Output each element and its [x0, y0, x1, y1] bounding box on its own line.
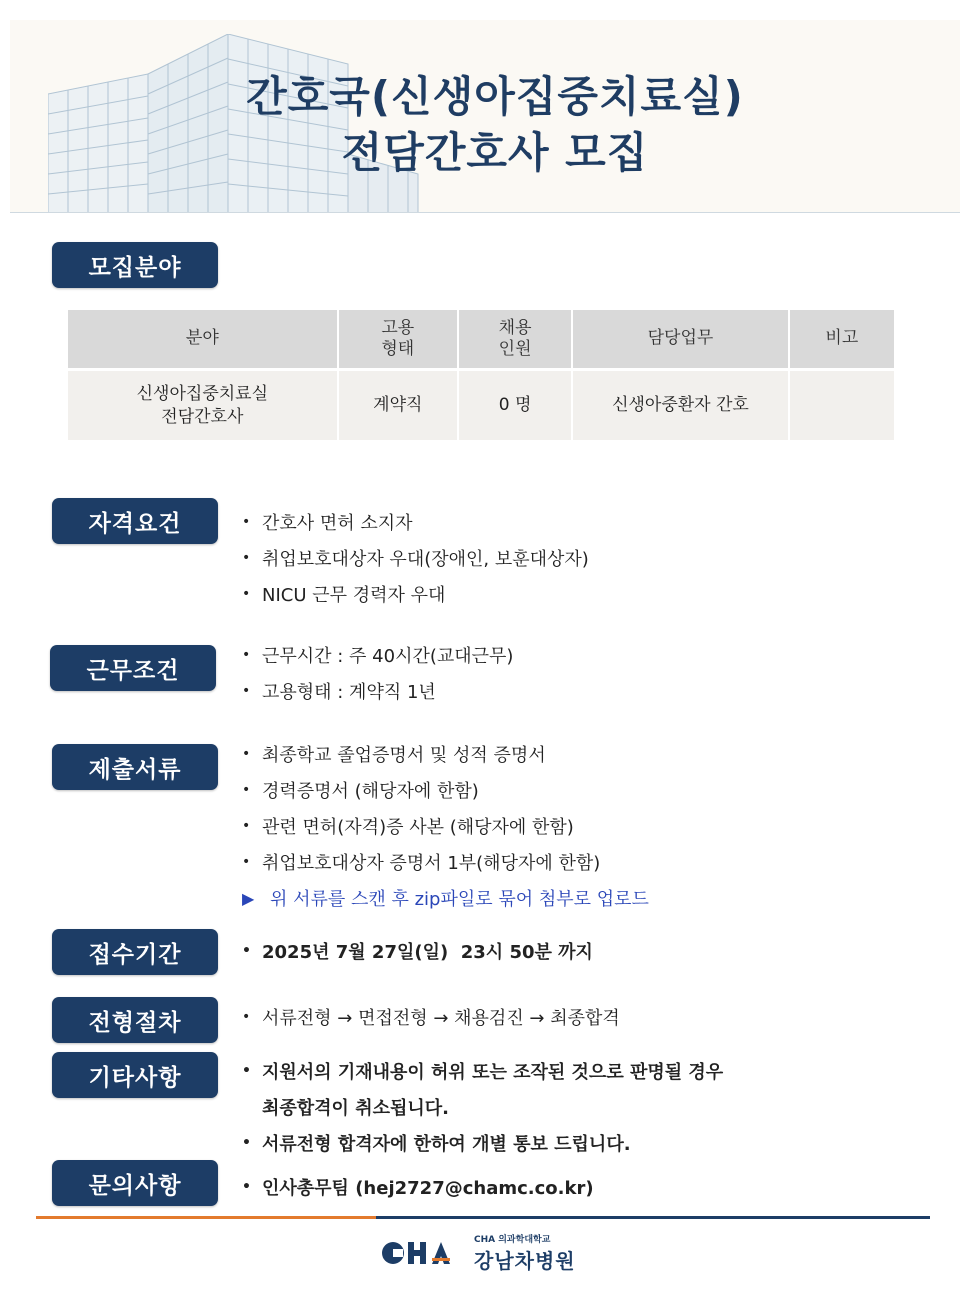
- recruitment-poster: [10, 20, 960, 1298]
- section-badge-documents: 제출서류: [52, 744, 218, 790]
- page-title-line-2: 전담간호사 모집: [341, 128, 649, 177]
- etc-list: [242, 1053, 723, 1161]
- list-item-text: 관련 면허(자격)증 사본 (해당자에 한함): [262, 817, 574, 838]
- list-item-text: 경력증명서 (해당자에 한함): [262, 781, 479, 802]
- list-item-text: 근무시간 : 주 40시간(교대근무): [262, 646, 514, 667]
- section-badge-qualification: 자격요건: [52, 498, 218, 544]
- table-header-headcount: 채용 인원: [459, 310, 571, 368]
- bullet-icon: •: [242, 782, 251, 798]
- bullet-icon: •: [242, 683, 251, 699]
- table-header-row: [68, 310, 894, 368]
- list-item-text: 고용형태 : 계약직 1년: [262, 682, 436, 703]
- section-badge-process: 전형절차: [52, 997, 218, 1043]
- bullet-icon: •: [242, 550, 251, 566]
- list-item-text: 간호사 면허 소지자: [262, 513, 413, 534]
- hospital-logo: [380, 1232, 576, 1274]
- list-item-text: 취업보호대상자 우대(장애인, 보훈대상자): [262, 549, 589, 570]
- list-item: [242, 540, 589, 576]
- list-item: [242, 844, 649, 880]
- documents-upload-note: [242, 880, 649, 916]
- bullet-icon: •: [242, 818, 251, 834]
- bullet-icon: •: [242, 1063, 251, 1079]
- cha-logo-mark: [380, 1238, 456, 1268]
- bullet-icon: •: [242, 647, 251, 663]
- list-item-text: 취업보호대상자 증명서 1부(해당자에 한함): [262, 853, 601, 874]
- bullet-icon: •: [242, 1009, 251, 1025]
- table-cell-duties: 신생아중환자 간호: [573, 368, 788, 440]
- list-item: [242, 637, 513, 673]
- bullet-icon: •: [242, 586, 251, 602]
- list-item: [242, 504, 589, 540]
- table-cell-remarks: [790, 368, 894, 440]
- section-badge-contact: 문의사항: [52, 1160, 218, 1206]
- list-item: [242, 1169, 594, 1205]
- page-title-line-1: 간호국(신생아집중치료실): [246, 72, 744, 121]
- work-conditions-list: [242, 637, 513, 709]
- triangle-right-icon: ▶: [242, 888, 255, 908]
- process-list: [242, 999, 620, 1035]
- list-item-text: 지원서의 기재내용이 허위 또는 조작된 것으로 판명될 경우: [262, 1062, 724, 1083]
- table-row: [68, 368, 894, 440]
- bullet-icon: •: [242, 943, 251, 959]
- documents-list: [242, 736, 649, 916]
- logo-subtitle: CHA 의과학대학교: [474, 1235, 551, 1245]
- list-item-text: 최종학교 졸업증명서 및 성적 증명서: [262, 745, 546, 766]
- bullet-icon: •: [242, 1179, 251, 1195]
- table-header-remarks: 비고: [790, 310, 894, 368]
- list-item: [242, 736, 649, 772]
- table-header-duties: 담당업무: [573, 310, 788, 368]
- section-badge-work-conditions: 근무조건: [50, 645, 216, 691]
- process-text: 서류전형 → 면접전형 → 채용검진 → 최종합격: [262, 1008, 620, 1029]
- section-badge-etc: 기타사항: [52, 1052, 218, 1098]
- list-item: [242, 576, 589, 612]
- list-item-text: 서류전형 합격자에 한하여 개별 통보 드립니다.: [262, 1134, 631, 1155]
- list-item: [242, 1053, 723, 1089]
- period-list: [242, 933, 593, 969]
- table-cell-employment-type: 계약직: [339, 368, 457, 440]
- list-item-text: NICU 근무 경력자 우대: [262, 585, 446, 606]
- bullet-icon: •: [242, 746, 251, 762]
- bullet-icon: •: [242, 514, 251, 530]
- period-text: 2025년 7월 27일(일) 23시 50분 까지: [262, 942, 593, 963]
- bullet-icon: •: [242, 854, 251, 870]
- list-item: [242, 999, 620, 1035]
- table-header-field: 분야: [68, 310, 337, 368]
- list-item: [242, 933, 593, 969]
- table-header-employment-type: 고용 형태: [339, 310, 457, 368]
- list-item: [242, 772, 649, 808]
- logo-name: 강남차병원: [474, 1249, 576, 1273]
- contact-text: 인사총무팀 (hej2727@chamc.co.kr): [262, 1178, 594, 1199]
- list-item: [242, 673, 513, 709]
- table-cell-field: 신생아집중치료실 전담간호사: [68, 368, 337, 440]
- list-item-continuation: 최종합격이 취소됩니다.: [262, 1098, 449, 1119]
- contact-list: [242, 1169, 594, 1205]
- list-item: [242, 808, 649, 844]
- table-cell-headcount: 0 명: [459, 368, 571, 440]
- header-banner: [10, 20, 960, 213]
- footer-divider: [36, 1216, 930, 1219]
- section-badge-period: 접수기간: [52, 929, 218, 975]
- upload-note-text: 위 서류를 스캔 후 zip파일로 묶어 첨부로 업로드: [270, 889, 649, 910]
- bullet-icon: •: [242, 1135, 251, 1151]
- logo-text: [474, 1232, 576, 1274]
- list-item: [242, 1125, 723, 1161]
- qualification-list: [242, 504, 589, 612]
- recruit-table: [66, 310, 896, 440]
- section-badge-recruit-field: 모집분야: [52, 242, 218, 288]
